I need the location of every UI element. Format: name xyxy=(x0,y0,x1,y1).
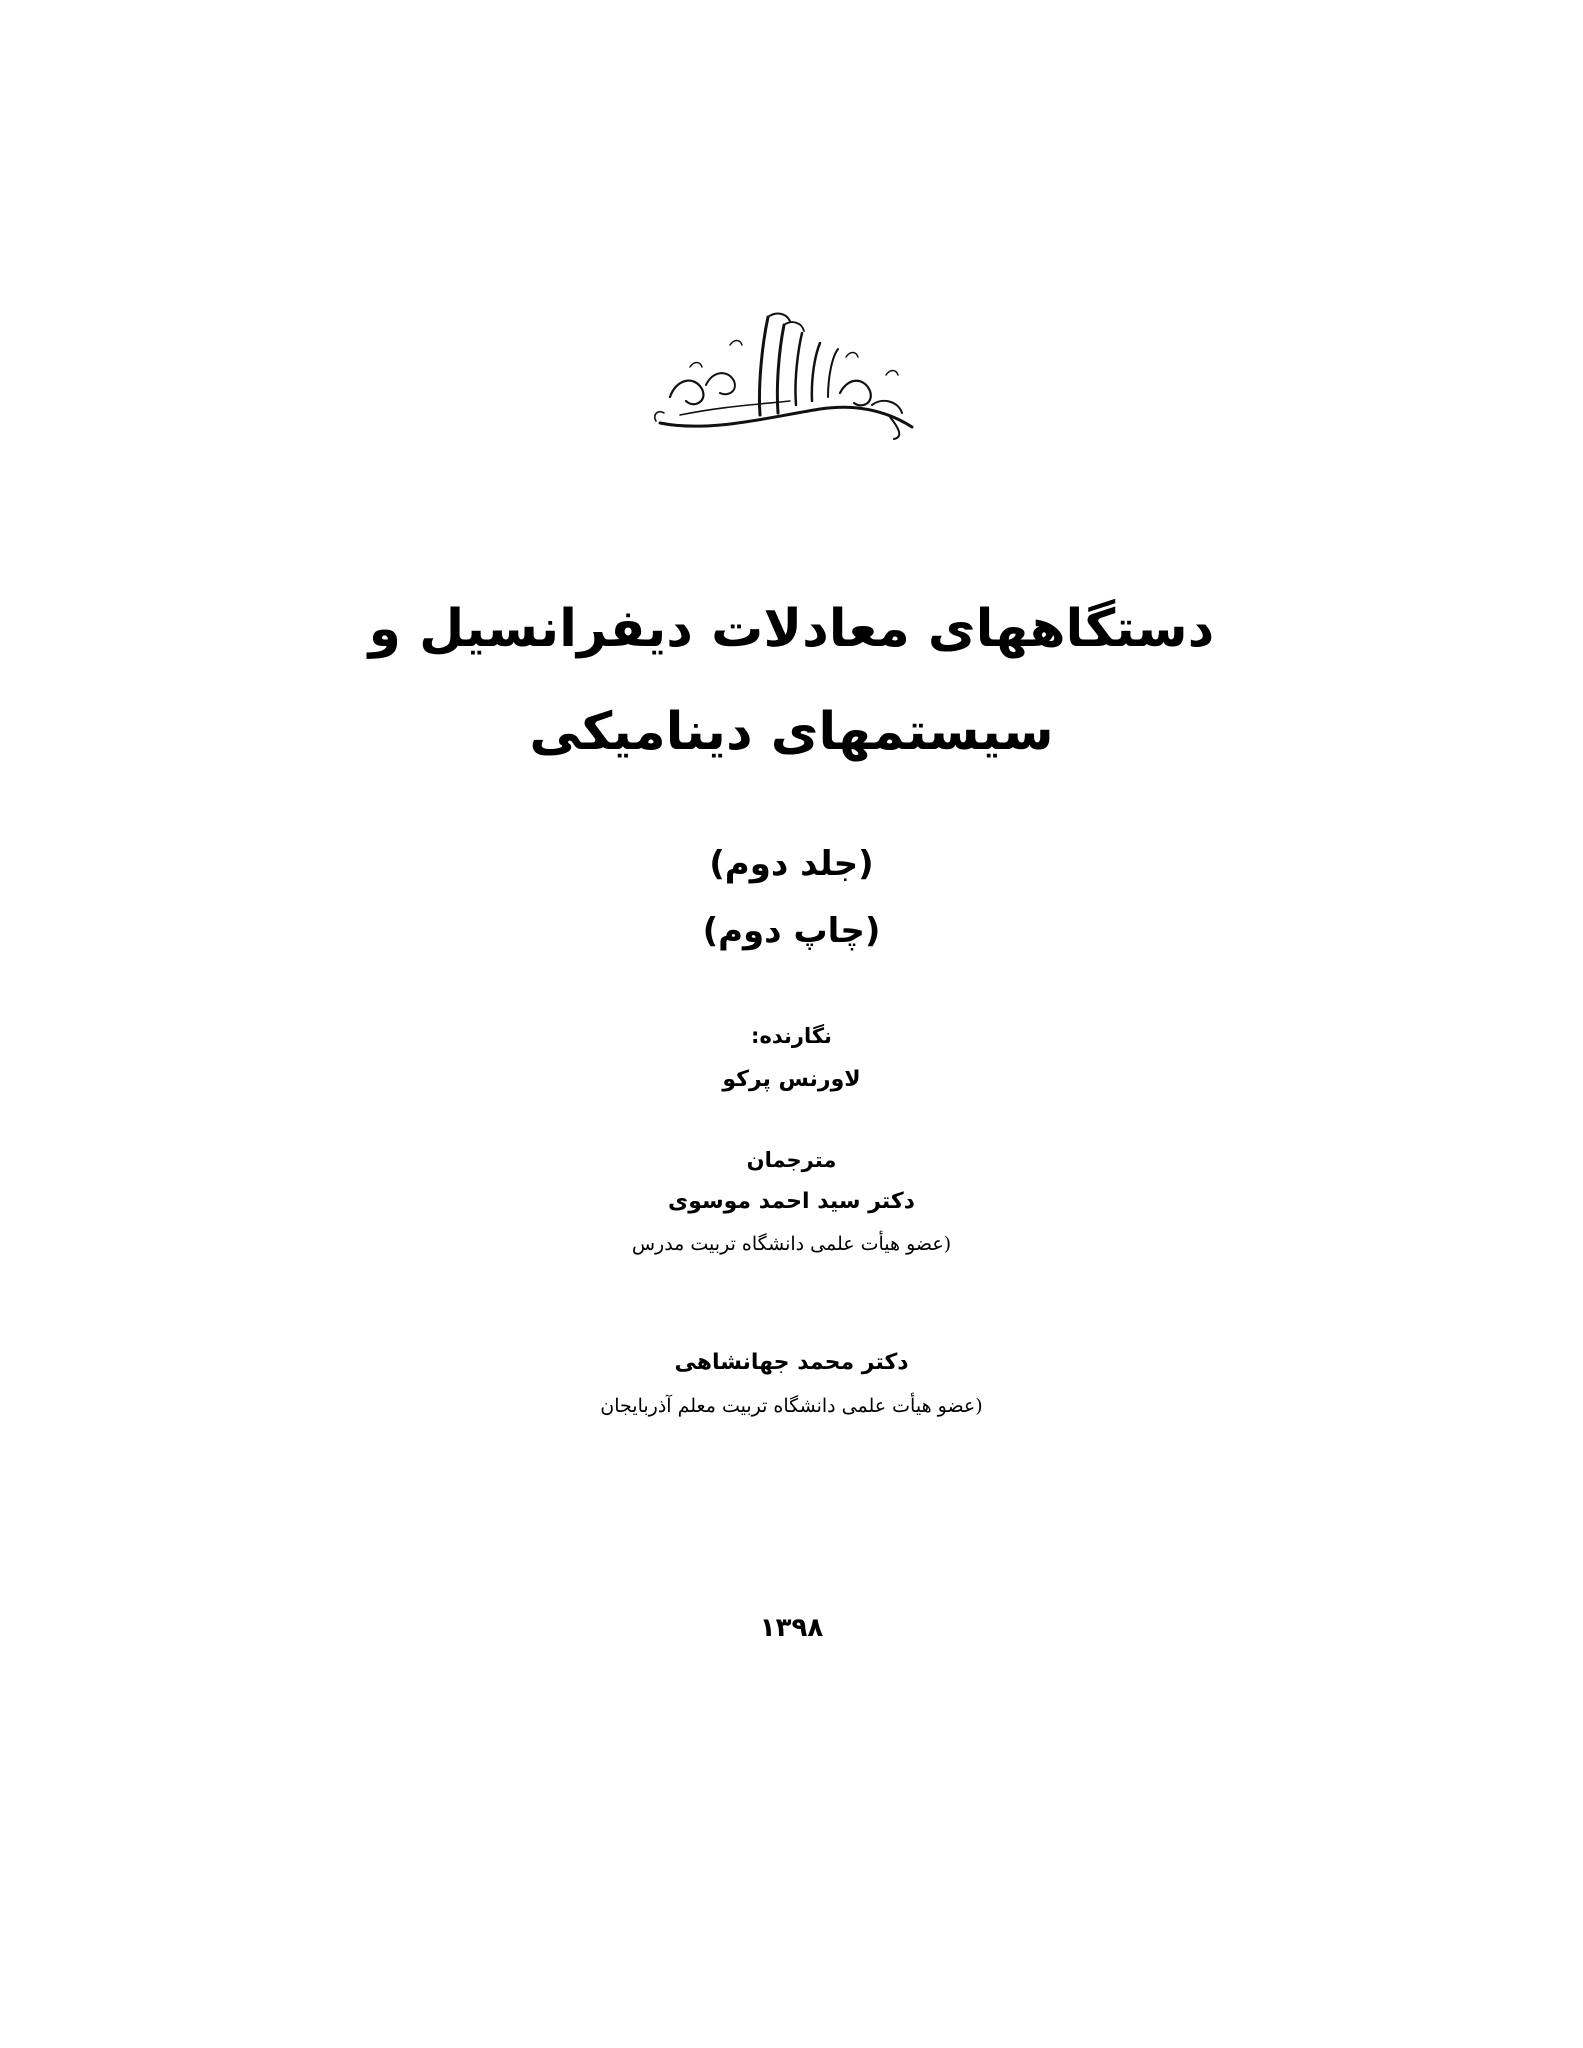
book-title-line-2: سیستمهای دینامیکی xyxy=(529,702,1054,762)
translators-label: مترجمان xyxy=(746,1148,837,1172)
bismillah-calligraphy-icon xyxy=(650,305,925,440)
translator-1-name: دکتر سید احمد موسوی xyxy=(668,1189,915,1214)
publication-year: ۱۳۹۸ xyxy=(759,1613,824,1643)
translator-2-affiliation: (عضو هیأت علمی دانشگاه تربیت معلم آذربایجان xyxy=(600,1395,983,1417)
author-label: نگارنده: xyxy=(751,1024,832,1048)
volume-label: (جلد دوم) xyxy=(709,844,874,884)
book-title-line-1: دستگاههای معادلات دیفرانسیل و xyxy=(368,599,1215,659)
edition-label: (چاپ دوم) xyxy=(702,911,881,951)
author-name: لاورنس پرکو xyxy=(722,1067,861,1092)
translator-1-affiliation: (عضو هیأت علمی دانشگاه تربیت مدرس xyxy=(631,1233,952,1255)
translator-2-name: دکتر محمد جهانشاهی xyxy=(674,1350,909,1375)
